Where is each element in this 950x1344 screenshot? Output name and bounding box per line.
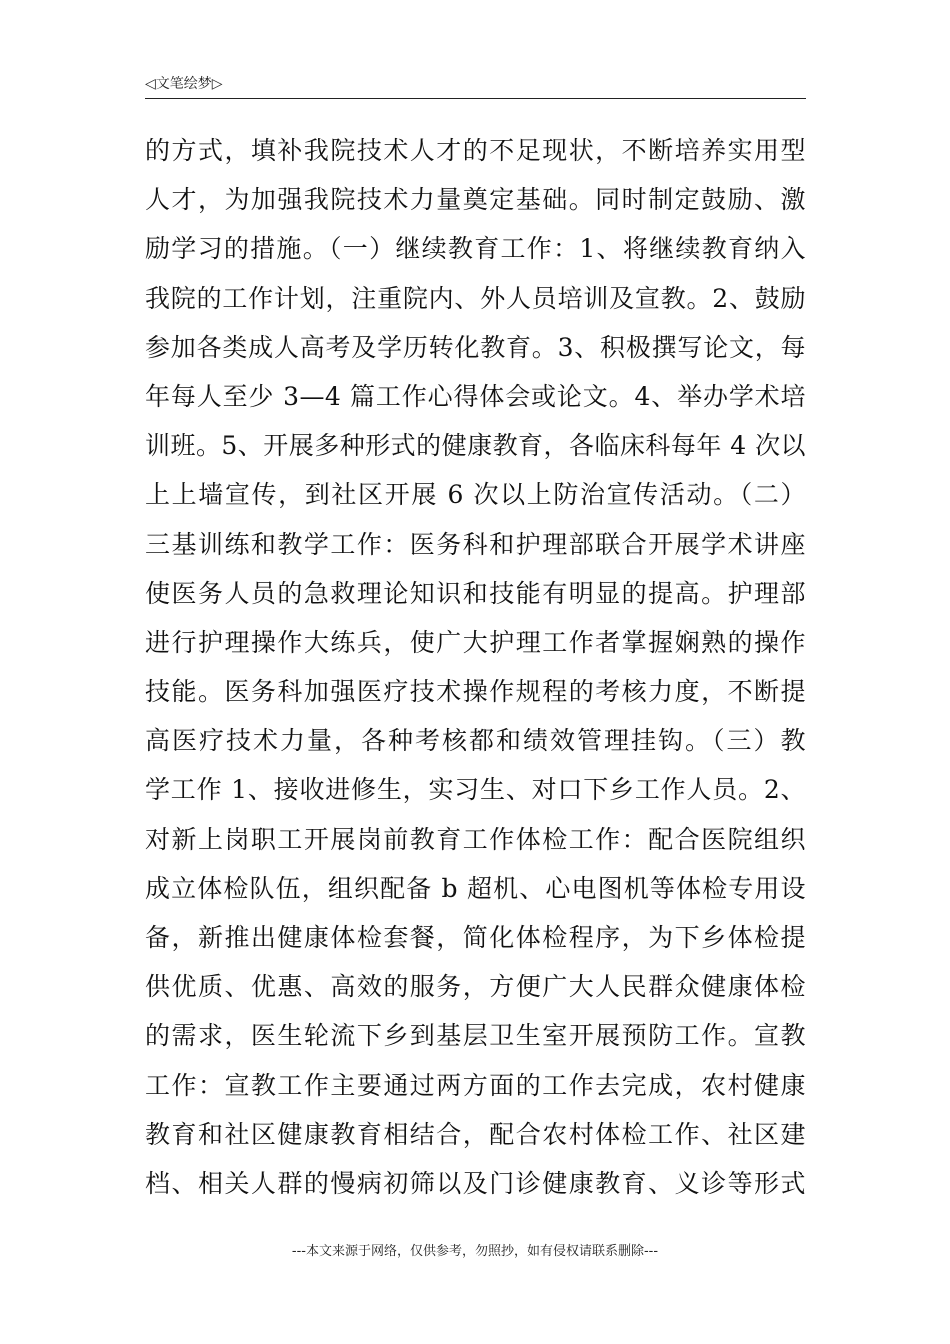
text-line: 高医疗技术力量，各种考核都和绩效管理挂钩。（三）教 (145, 726, 806, 756)
text-line: 我院的工作计划，注重院内、外人员培训及宣教。2、鼓励 (145, 283, 806, 313)
text-line: 供优质、优惠、高效的服务，方便广大人民群众健康体检 (145, 972, 806, 1002)
text-line: 成立体检队伍，组织配备 b 超机、心电图机等体检专用设 (145, 873, 806, 903)
footer-notice: ---本文来源于网络，仅供参考，勿照抄，如有侵权请联系删除--- (291, 1244, 659, 1259)
page-header (145, 74, 806, 99)
text-line: 三基训练和教学工作：医务科和护理部联合开展学术讲座 (145, 529, 806, 559)
text-line: 档、相关人群的慢病初筛以及门诊健康教育、义诊等形式 (145, 1168, 806, 1198)
text-line: 参加各类成人高考及学历转化教育。3、积极撰写论文，每 (145, 332, 806, 362)
text-line: 励学习的措施。（一）继续教育工作：1、将继续教育纳入 (145, 234, 806, 264)
text-line: 技能。医务科加强医疗技术操作规程的考核力度，不断提 (145, 677, 806, 707)
text-line: 工作：宣教工作主要通过两方面的工作去完成，农村健康 (145, 1070, 806, 1100)
document-body (145, 126, 806, 1208)
text-line: 备，新推出健康体检套餐，简化体检程序，为下乡体检提 (145, 923, 806, 952)
text-line: 上上墙宣传，到社区开展 6 次以上防治宣传活动。（二） (145, 480, 806, 510)
text-line: 训班。5、开展多种形式的健康教育，各临床科每年 4 次以 (145, 431, 806, 461)
text-line: 对新上岗职工开展岗前教育工作体检工作：配合医院组织 (145, 824, 806, 854)
header-label: ◁文笔绘梦▷ (145, 76, 223, 92)
text-line: 学工作 1、接收进修生，实习生、对口下乡工作人员。2、 (145, 775, 806, 805)
text-line: 教育和社区健康教育相结合，配合农村体检工作、社区建 (145, 1119, 806, 1149)
text-line: 的需求，医生轮流下乡到基层卫生室开展预防工作。宣教 (145, 1021, 806, 1051)
text-line: 人才，为加强我院技术力量奠定基础。同时制定鼓励、激 (145, 185, 806, 215)
text-line: 的方式，填补我院技术人才的不足现状，不断培养实用型 (145, 136, 806, 165)
text-line: 使医务人员的急救理论知识和技能有明显的提高。护理部 (145, 578, 806, 608)
text-line: 年每人至少 3—4 篇工作心得体会或论文。4、举办学术培 (145, 381, 806, 411)
text-line: 进行护理操作大练兵，使广大护理工作者掌握娴熟的操作 (145, 627, 806, 657)
